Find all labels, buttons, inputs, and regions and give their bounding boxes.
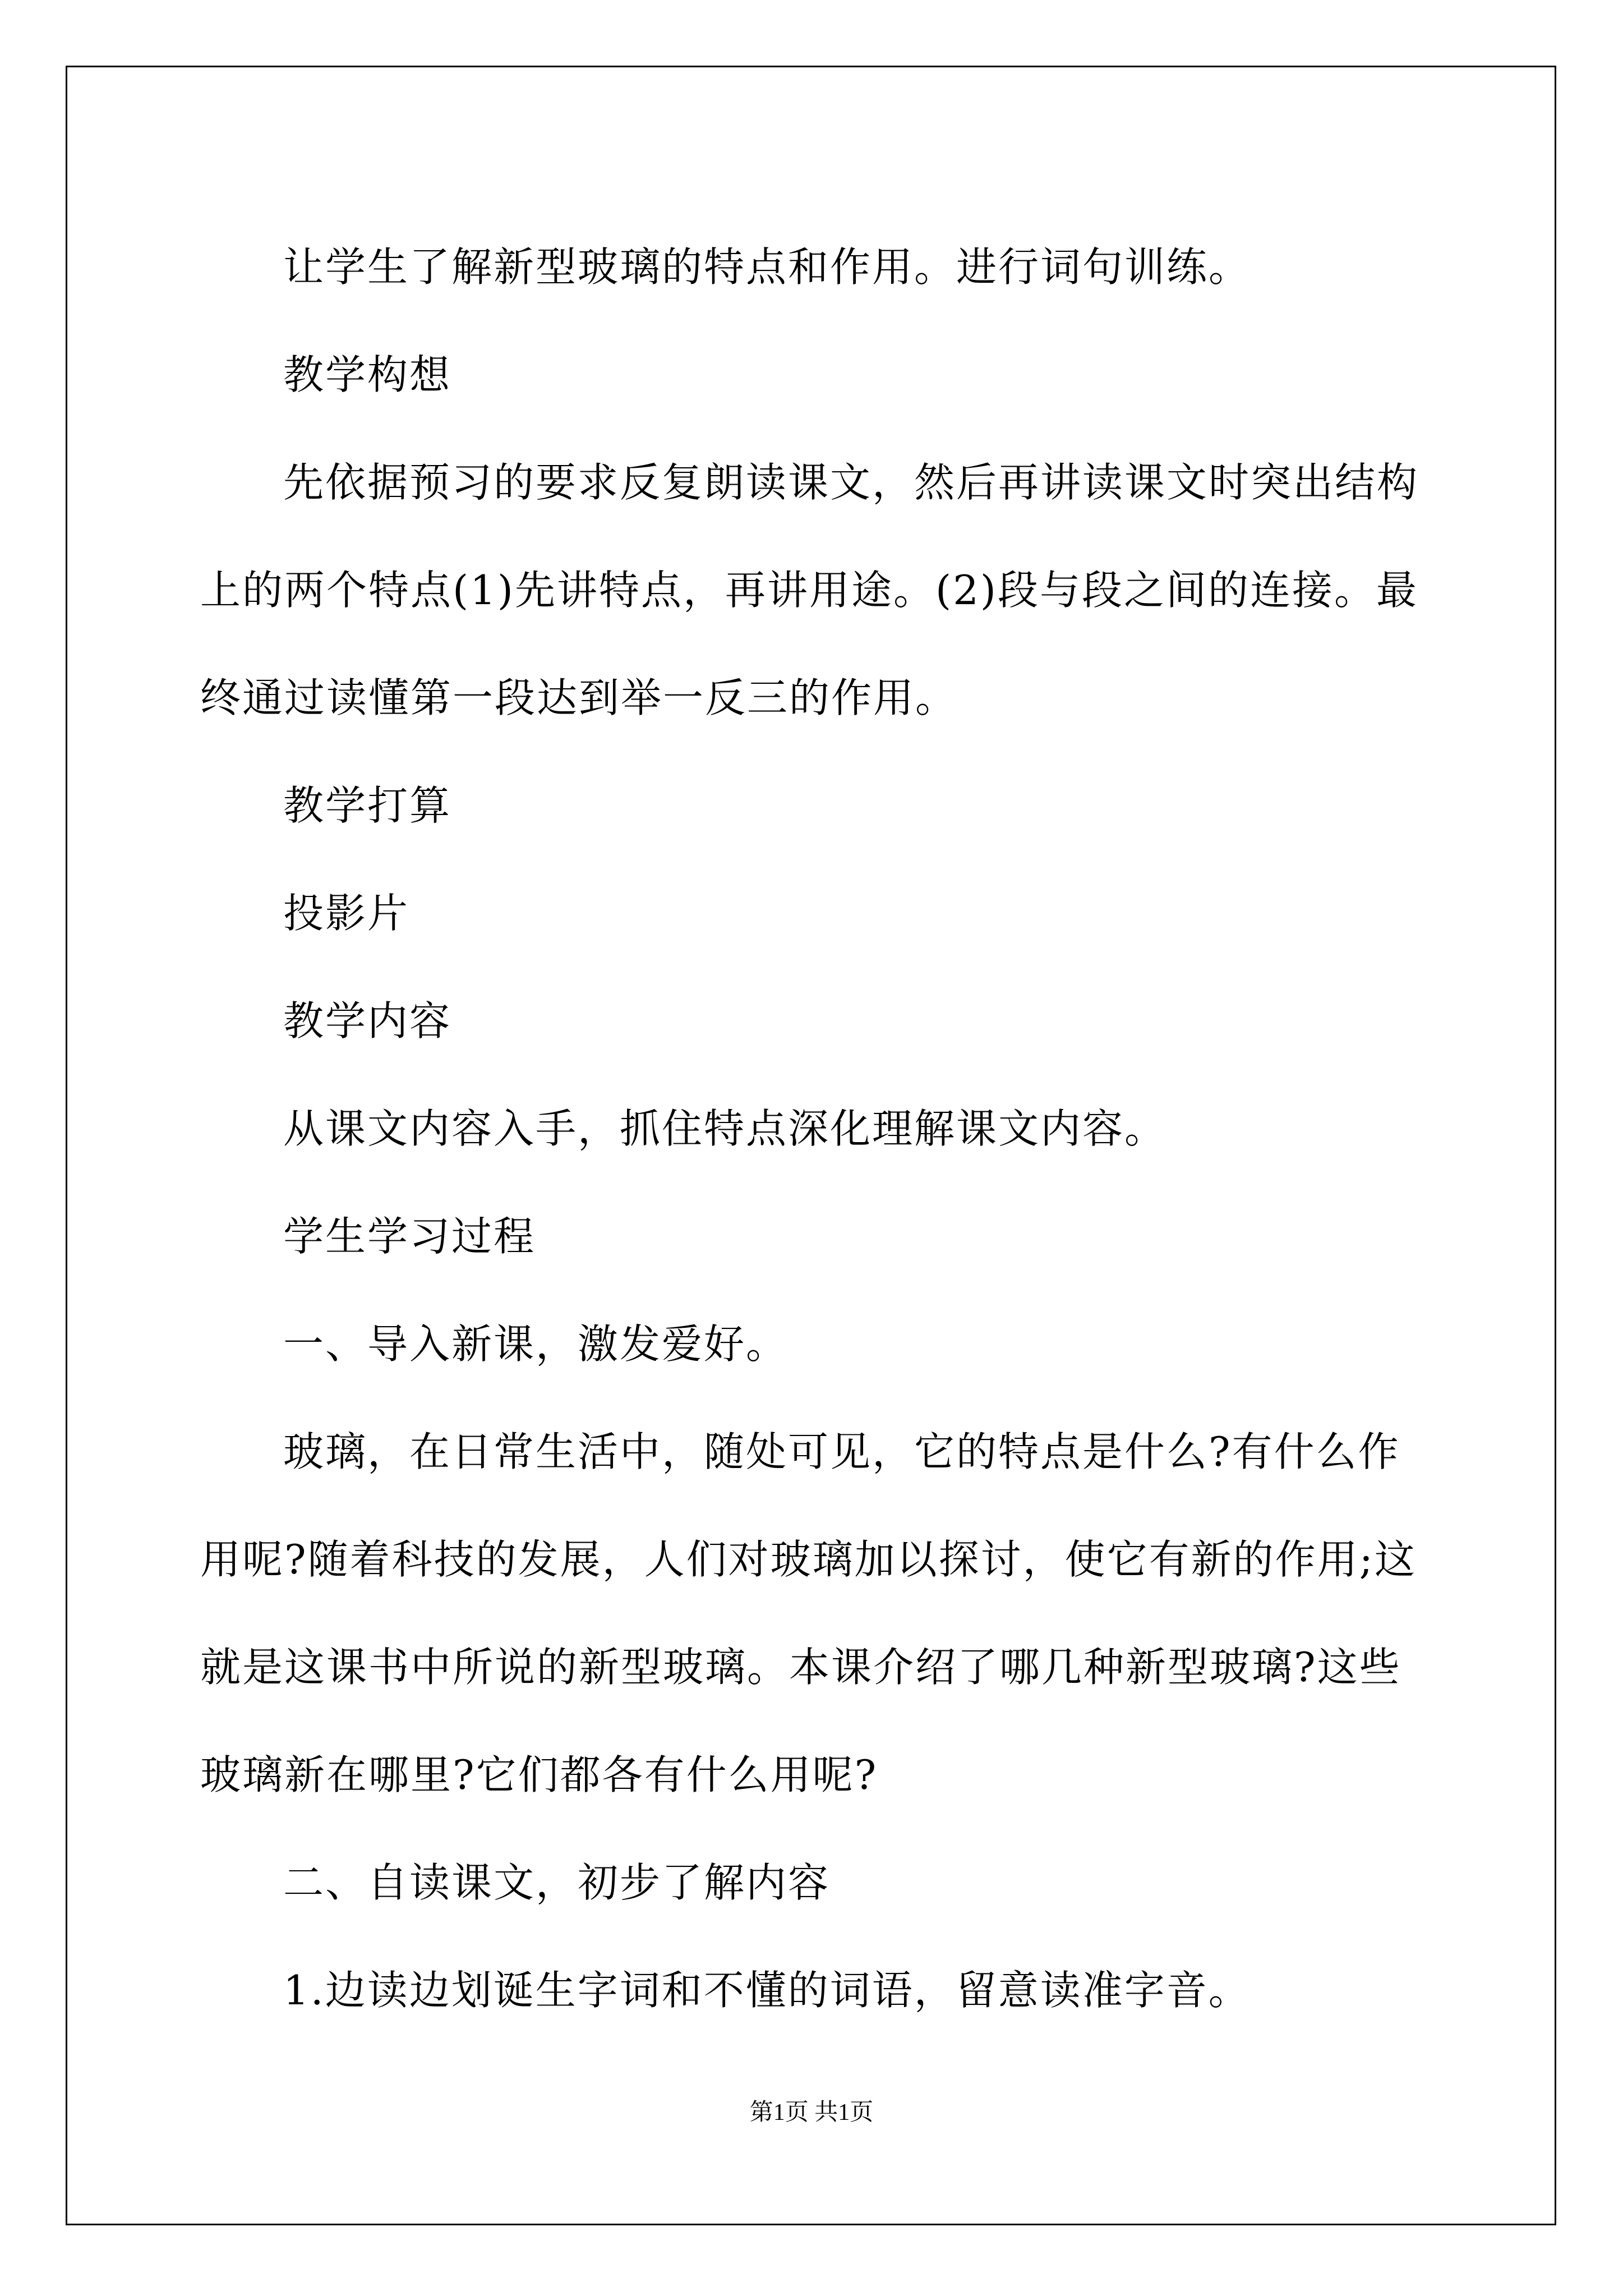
document-body — [200, 213, 1428, 2044]
heading-learning-process: 学生学习过程 — [283, 1213, 536, 1260]
heading-teaching-concept: 教学构想 — [283, 351, 452, 398]
heading-teaching-content: 教学内容 — [283, 997, 452, 1045]
paragraph-12: 1.边读边划诞生字词和不懂的词语，留意读准字音。 — [283, 1967, 1251, 2014]
paragraph-10: 玻璃，在日常生活中，随处可见，它的特点是什么?有什么作用呢?随着科技的发展，人们对玻璃加以探讨，使它有新的作用;这就是这课书中所说的新型玻璃。本课介绍了哪几种新型玻璃?这些玻璃新在哪里?它们都各有什么用呢? — [200, 1428, 1417, 1798]
section-two-heading: 二、自读课文，初步了解内容 — [283, 1859, 831, 1906]
section-one-heading: 一、导入新课，激发爱好。 — [283, 1320, 789, 1368]
paragraph-projector: 投影片 — [283, 890, 410, 937]
paragraph-7: 从课文内容入手，抓住特点深化理解课文内容。 — [283, 1105, 1167, 1152]
heading-teaching-plan: 教学打算 — [283, 782, 452, 829]
page-footer: 第1页 共1页 — [749, 2100, 874, 2125]
paragraph-3: 先依据预习的要求反复朗读课文，然后再讲读课文时突出结构上的两个特点(1)先讲特点，再讲用途。(2)段与段之间的连接。最终通过读懂第一段达到举一反三的作用。 — [200, 459, 1419, 721]
paragraph-1: 让学生了解新型玻璃的特点和作用。进行词句训练。 — [283, 243, 1251, 291]
